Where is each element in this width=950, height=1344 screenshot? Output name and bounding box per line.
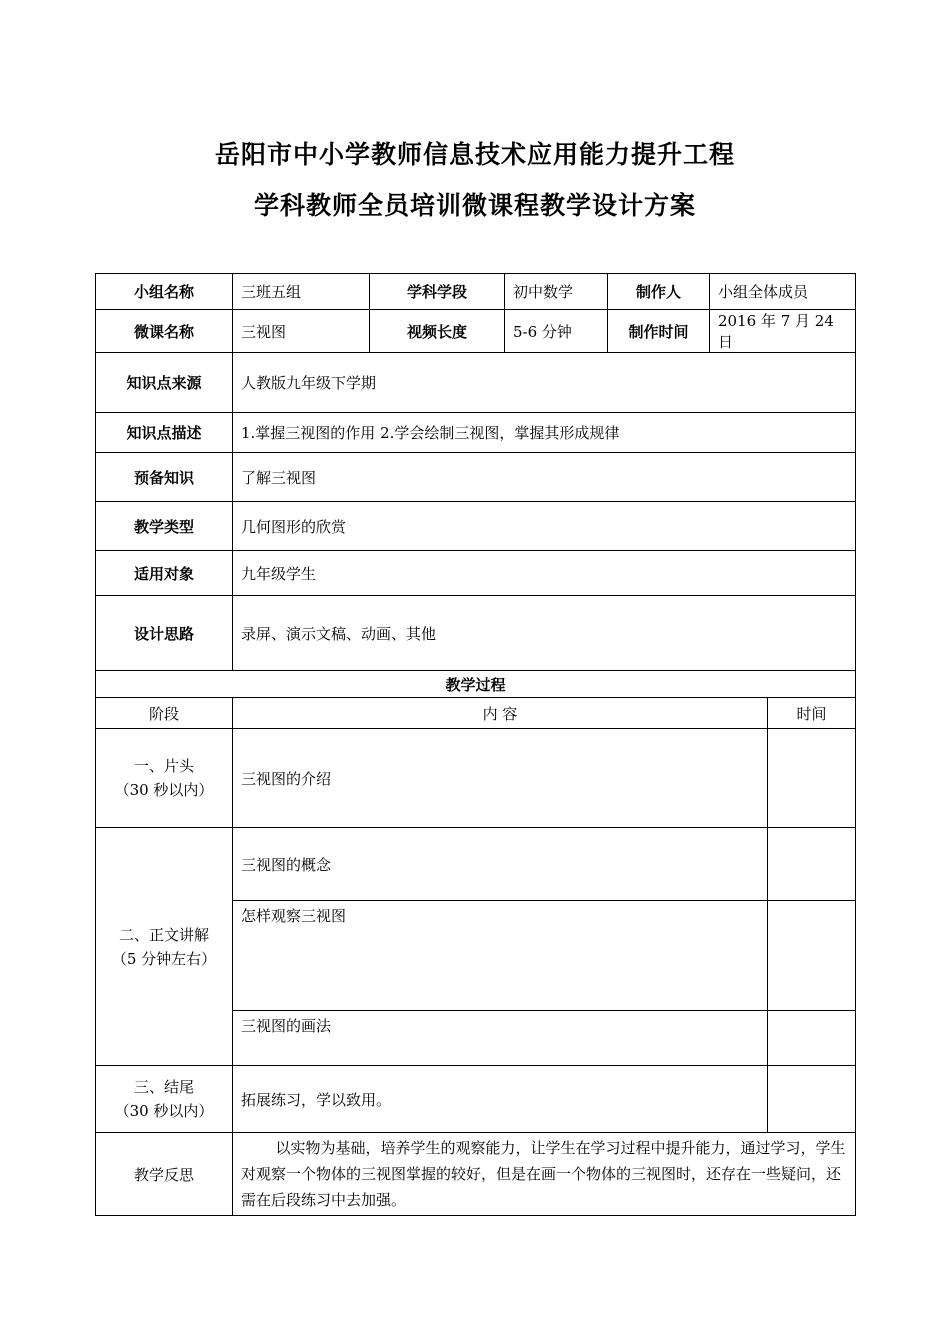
stage-1-time (768, 729, 856, 828)
stage-3-cell (96, 1066, 233, 1133)
teaching-type-label: 教学类型 (96, 502, 233, 551)
design-label: 设计思路 (96, 596, 233, 671)
maker-value: 小组全体成员 (710, 274, 856, 310)
document-title: 岳阳市中小学教师信息技术应用能力提升工程 (214, 140, 735, 169)
stage-1-duration: （30 秒以内） (114, 781, 214, 799)
process-column-headers (96, 698, 856, 729)
info-row-1 (96, 274, 856, 310)
stage-column-header: 阶段 (96, 698, 233, 729)
time-column-header: 时间 (768, 698, 856, 729)
stage-2-content-1: 三视图的概念 (233, 828, 768, 901)
description-label: 知识点描述 (96, 413, 233, 453)
video-length-value: 5-6 分钟 (505, 310, 608, 353)
stage-2-time-2 (768, 901, 856, 1011)
group-name-label: 小组名称 (96, 274, 233, 310)
make-time-label: 制作时间 (608, 310, 710, 353)
description-value: 1.掌握三视图的作用 2.学会绘制三视图，掌握其形成规律 (233, 413, 856, 453)
video-length-label: 视频长度 (370, 310, 505, 353)
stage-2-time-3 (768, 1011, 856, 1066)
reflection-label: 教学反思 (96, 1133, 233, 1216)
prerequisite-value: 了解三视图 (233, 453, 856, 502)
course-name-label: 微课名称 (96, 310, 233, 353)
prerequisite-label: 预备知识 (96, 453, 233, 502)
document-subtitle: 学科教师全员培训微课程教学设计方案 (253, 191, 696, 220)
stage-3-row (96, 1066, 856, 1133)
design-row (96, 596, 856, 671)
stage-3-time (768, 1066, 856, 1133)
make-time-value: 2016 年 7 月 24 日 (710, 310, 856, 353)
process-heading: 教学过程 (96, 671, 856, 698)
teaching-type-row (96, 502, 856, 551)
process-heading-row (96, 671, 856, 698)
lesson-design-table (95, 273, 856, 1216)
audience-row (96, 551, 856, 596)
subject-label: 学科学段 (370, 274, 505, 310)
group-name-value: 三班五组 (233, 274, 370, 310)
source-label: 知识点来源 (96, 353, 233, 413)
audience-label: 适用对象 (96, 551, 233, 596)
maker-label: 制作人 (608, 274, 710, 310)
source-value: 人教版九年级下学期 (233, 353, 856, 413)
source-row (96, 353, 856, 413)
stage-3-duration: （30 秒以内） (114, 1102, 214, 1120)
content-column-header: 内 容 (233, 698, 768, 729)
stage-2-name: 二、正文讲解 (118, 925, 209, 944)
info-row-2 (96, 310, 856, 353)
subject-value: 初中数学 (505, 274, 608, 310)
stage-2-content-2: 怎样观察三视图 (233, 901, 768, 1011)
stage-2-time-1 (768, 828, 856, 901)
stage-3-content: 拓展练习，学以致用。 (233, 1066, 768, 1133)
stage-2-duration: （5 分钟左右） (111, 949, 217, 968)
prerequisite-row (96, 453, 856, 502)
stage-3-name: 三、结尾 (133, 1078, 194, 1096)
course-name-value: 三视图 (233, 310, 370, 353)
stage-2-cell (96, 828, 233, 1066)
reflection-row (96, 1133, 856, 1216)
stage-1-cell (96, 729, 233, 828)
stage-1-content: 三视图的介绍 (233, 729, 768, 828)
teaching-type-value: 几何图形的欣赏 (233, 502, 856, 551)
audience-value: 九年级学生 (233, 551, 856, 596)
stage-2-row-1 (96, 828, 856, 901)
description-row (96, 413, 856, 453)
reflection-text: 以实物为基础，培养学生的观察能力，让学生在学习过程中提升能力，通过学习，学生对观察一个物体的三视图掌握的较好，但是在画一个物体的三视图时，还存在一些疑问，还需在后段练习中去加强。 (233, 1133, 856, 1216)
stage-2-content-3: 三视图的画法 (233, 1011, 768, 1066)
design-value: 录屏、演示文稿、动画、其他 (233, 596, 856, 671)
stage-1-name: 一、片头 (133, 757, 194, 775)
stage-1-row (96, 729, 856, 828)
